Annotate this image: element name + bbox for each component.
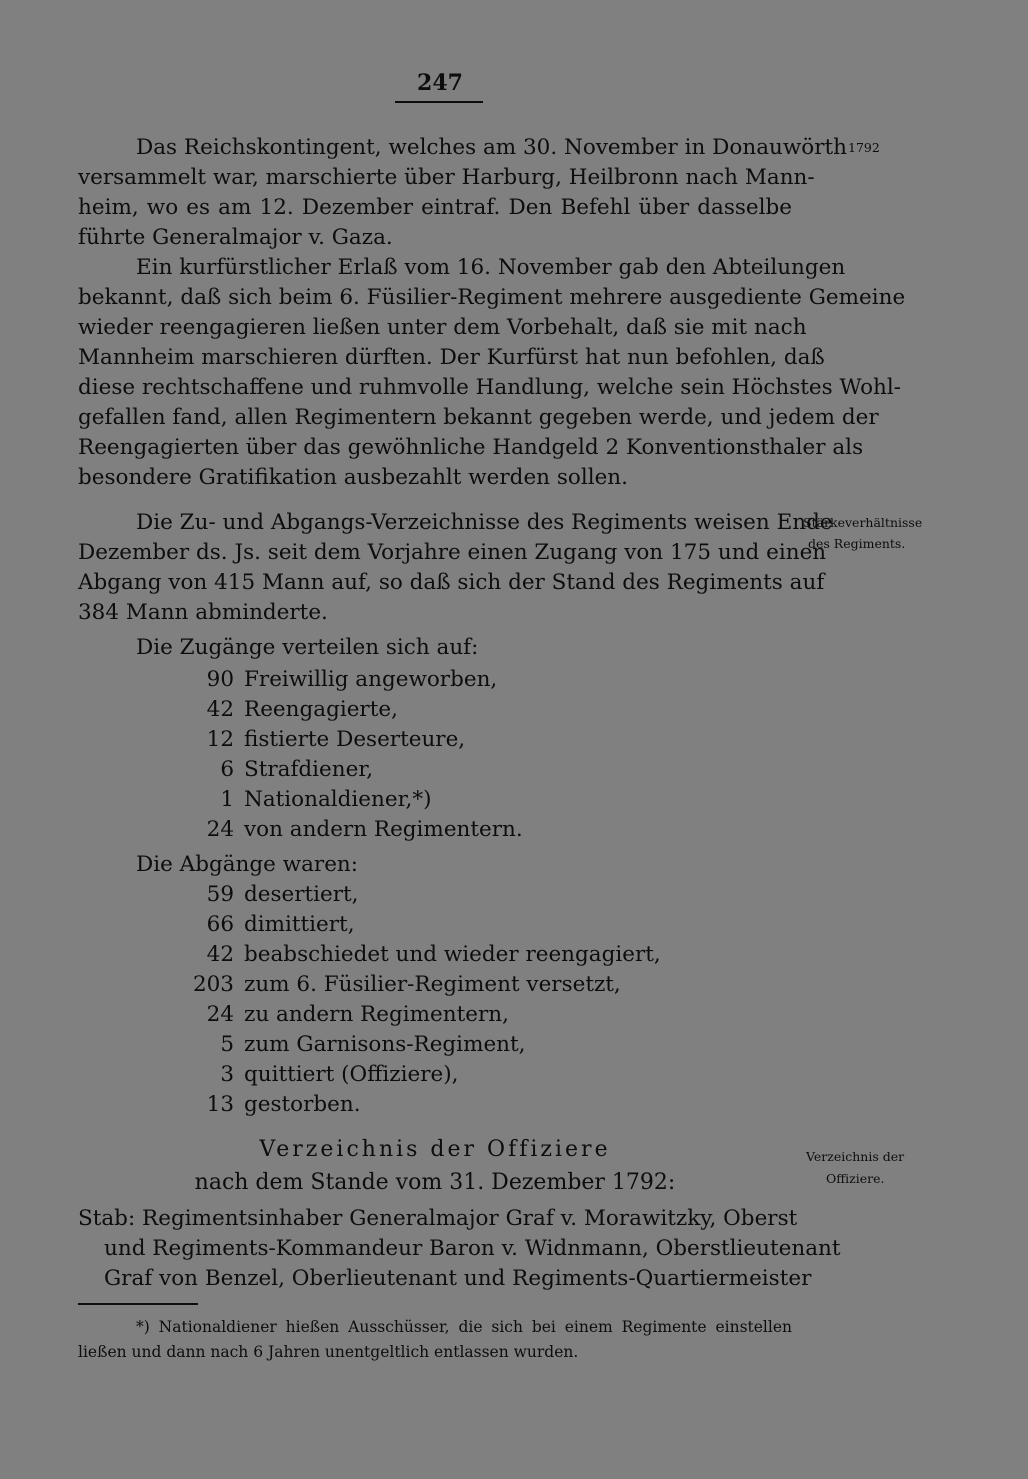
list-item	[180, 1030, 780, 1060]
zugaenge-intro: Die Zugänge verteilen sich auf:	[136, 635, 479, 660]
list-item	[180, 665, 780, 695]
item-count: 13	[206, 1092, 234, 1117]
paragraph-line: heim, wo es am 12. Dezember eintraf. Den Befehl über dasselbe	[78, 195, 792, 220]
list-item	[180, 970, 780, 1000]
paragraph-line: besondere Gratifikation ausbezahlt werden sollen.	[78, 465, 628, 490]
item-text: Strafdiener,	[244, 757, 374, 782]
item-count: 1	[220, 787, 234, 812]
paragraph-line: 384 Mann abminderte.	[78, 600, 328, 625]
abgaenge-intro: Die Abgänge waren:	[136, 852, 359, 877]
list-item	[180, 695, 780, 725]
item-count: 66	[206, 912, 234, 937]
list-item	[180, 880, 780, 910]
item-count: 6	[220, 757, 234, 782]
margin-staerke-line-1: Stärkeverhältnisse	[803, 515, 923, 530]
paragraph-line: Abgang von 415 Mann auf, so daß sich der Stand des Regiments auf	[78, 570, 825, 595]
paragraph-line: Reengagierten über das gewöhnliche Handgeld 2 Konventionsthaler als	[78, 435, 864, 460]
item-count: 42	[206, 697, 234, 722]
list-item	[180, 815, 780, 845]
paragraph-line: bekannt, daß sich beim 6. Füsilier-Regiment mehrere ausgediente Gemeine	[78, 285, 906, 310]
item-count: 90	[206, 667, 234, 692]
footnote-line: ließen und dann nach 6 Jahren unentgeltlich entlassen wurden.	[78, 1343, 579, 1361]
item-text: zu andern Regimentern,	[244, 1002, 509, 1027]
margin-year: 1792	[848, 140, 880, 155]
paragraph-line: versammelt war, marschierte über Harburg, Heilbronn nach Mann-	[78, 165, 815, 190]
list-item	[180, 910, 780, 940]
item-count: 59	[206, 882, 234, 907]
item-text: zum Garnisons-Regiment,	[244, 1032, 526, 1057]
item-text: von andern Regimentern.	[244, 817, 523, 842]
footnote-line: *) Nationaldiener hießen Ausschüsser, die sich bei einem Regimente einstellen	[136, 1318, 792, 1336]
margin-offiziere-line-2: Offiziere.	[826, 1171, 885, 1186]
item-count: 12	[206, 727, 234, 752]
stab-line: Stab: Regimentsinhaber Generalmajor Graf v. Morawitzky, Oberst	[78, 1206, 798, 1231]
margin-staerke-line-2: des Regiments.	[808, 536, 906, 551]
item-count: 42	[206, 942, 234, 967]
stab-line: und Regiments-Kommandeur Baron v. Widnmann, Oberstlieutenant	[104, 1236, 841, 1261]
margin-offiziere-line-1: Verzeichnis der	[806, 1149, 905, 1164]
paragraph-line: Mannheim marschieren dürften. Der Kurfürst hat nun befohlen, daß	[78, 345, 825, 370]
paragraph-line: Ein kurfürstlicher Erlaß vom 16. November gab den Abteilungen	[136, 255, 846, 280]
item-count: 3	[220, 1062, 234, 1087]
item-text: Nationaldiener,*)	[244, 787, 432, 812]
item-text: quittiert (Offiziere),	[244, 1062, 459, 1087]
paragraph-line: Dezember ds. Js. seit dem Vorjahre einen Zugang von 175 und einen	[78, 540, 827, 565]
list-item	[180, 1000, 780, 1030]
section-subheading: nach dem Stande vom 31. Dezember 1792:	[194, 1170, 676, 1195]
list-item	[180, 755, 780, 785]
item-text: Reengagierte,	[244, 697, 398, 722]
item-count: 5	[220, 1032, 234, 1057]
item-text: zum 6. Füsilier-Regiment versetzt,	[244, 972, 621, 997]
list-item	[180, 1060, 780, 1090]
paragraph-line: diese rechtschaffene und ruhmvolle Handlung, welche sein Höchstes Wohl-	[78, 375, 902, 400]
item-count: 24	[206, 1002, 234, 1027]
list-item	[180, 1090, 780, 1120]
item-text: fistierte Deserteure,	[244, 727, 466, 752]
paragraph-line: führte Generalmajor v. Gaza.	[78, 225, 393, 250]
item-text: gestorben.	[244, 1092, 361, 1117]
stab-line: Graf von Benzel, Oberlieutenant und Regiments-Quartiermeister	[104, 1266, 812, 1291]
item-text: desertiert,	[244, 882, 359, 907]
item-text: beabschiedet und wieder reengagiert,	[244, 942, 661, 967]
paragraph-line: Das Reichskontingent, welches am 30. November in Donauwörth	[136, 135, 847, 160]
page-number: 247	[417, 70, 463, 96]
item-text: dimittiert,	[244, 912, 355, 937]
section-heading: Verzeichnis der Offiziere	[259, 1137, 611, 1162]
list-item	[180, 725, 780, 755]
item-count: 24	[206, 817, 234, 842]
list-item	[180, 785, 780, 815]
footnote-rule	[78, 1303, 198, 1305]
page-number-rule	[395, 101, 483, 103]
paragraph-line: gefallen fand, allen Regimentern bekannt gegeben werde, und jedem der	[78, 405, 879, 430]
paragraph-line: wieder reengagieren ließen unter dem Vorbehalt, daß sie mit nach	[78, 315, 807, 340]
item-count: 203	[192, 972, 234, 997]
list-item	[180, 940, 780, 970]
paragraph-line: Die Zu- und Abgangs-Verzeichnisse des Regiments weisen Ende	[136, 510, 833, 535]
item-text: Freiwillig angeworben,	[244, 667, 498, 692]
